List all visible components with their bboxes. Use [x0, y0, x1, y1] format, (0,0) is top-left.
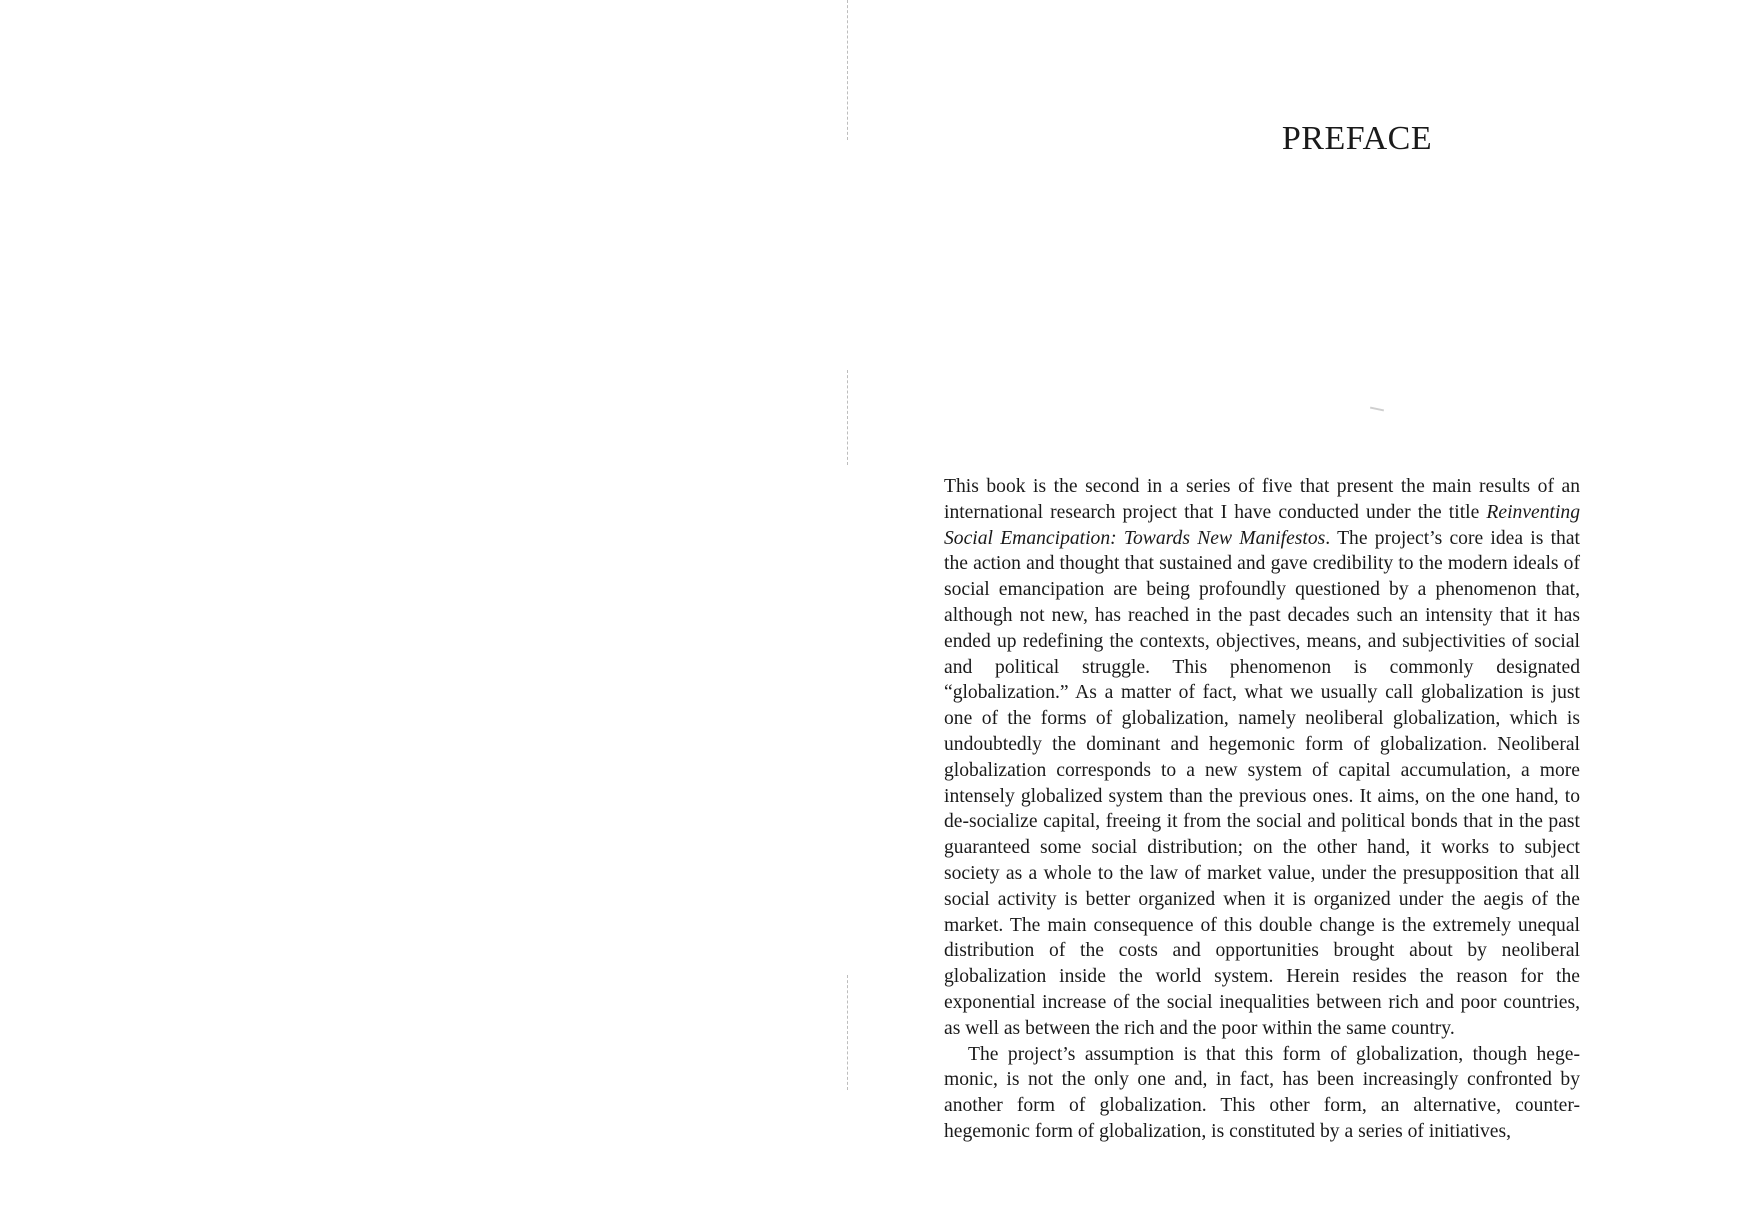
paragraph-1-start: This book is the second in a series of five that present the main results of an international research project that I have conducted under the title [944, 476, 1580, 523]
gutter-scan-mark [847, 975, 848, 1090]
preface-body [944, 474, 1580, 1145]
paragraph-1-rest: . The project’s core idea is that the action and thought that sustained and gave credibility to the modern ideals of social emancipation are being profoundly questioned by a phenomenon that, although not new, has reached in the past decades such an intensity that it has ended up redefining the contexts, objectives, means, and subjectivities of social and political struggle. This phenomenon is commonly designated “globalization.” As a matter of fact, what we usually call globalization is just one of the forms of globalization, namely neoliberal globalization, which is undoubtedly the dominant and hegemonic form of globalization. Neoliberal globalization corresponds to a new system of capital accumulation, a more intensely globalized system than the previous ones. It aims, on the one hand, to de-socialize capital, freeing it from the social and political bonds that in the past guaranteed some social distribution; on the other hand, it works to subject society as a whole to the law of market value, under the presupposition that all social activity is better organized when it is organized under the aegis of the market. The main consequence of this double change is the extremely unequal distribution of the costs and opportunities brought about by neoliberal globalization inside the world system. Herein resides the reason for the exponential increase of the social inequalities between rich and poor countries, as well as between the rich and the poor within the same country. [944, 527, 1580, 1039]
paragraph-1 [944, 474, 1580, 1042]
project-title: Reinventing Social Emancipation: Towards New Manifestos [944, 501, 1580, 549]
page-title: PREFACE [1281, 120, 1433, 157]
gutter-scan-mark [847, 0, 848, 140]
right-page [850, 0, 1754, 1209]
paragraph-2: The project’s assumption is that this form of globalization, though hegemonic, is not the only one and, in fact, has been increasingly confronted by another form of globalization. This other form, an alternative, counter-hegemonic form of globalization, is constituted by a series of initiatives, [944, 1043, 1580, 1142]
left-blank-page [0, 0, 850, 1209]
gutter-scan-mark [847, 370, 848, 465]
